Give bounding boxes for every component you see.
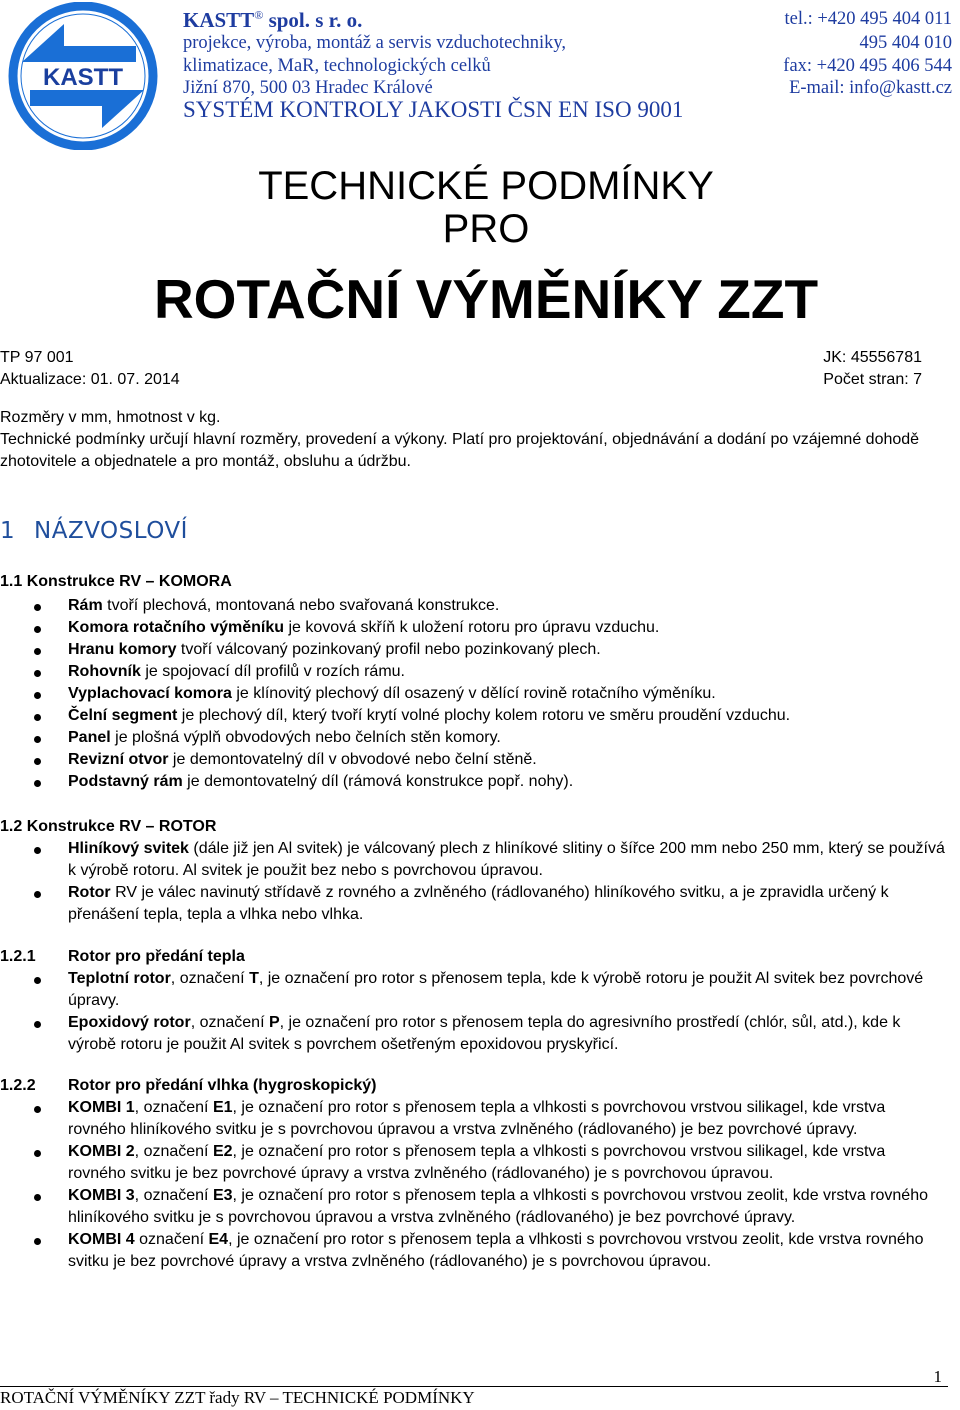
section-number: 1 [0,518,16,544]
jk-number: JK: 45556781 [823,349,922,366]
list-item: Rotor RV je válec navinutý střídavě z rovného a zvlněného (rádlovaného) hliníkového svitku, a je zpravidla určený k přenášení tepla, tepla a vlhka nebo vlhka. [0,882,945,926]
list-item: Teplotní rotor, označení T, je označení pro rotor s přenosem tepla, kde k výrobě rotoru je použit Al svitek bez povrchové úpravy. [0,968,945,1012]
list-item: Podstavný rám je demontovatelný díl (rámová konstrukce popř. nohy). [0,771,945,793]
list-item: Rohovník je spojovací díl profilů v rozích rámu. [0,661,945,683]
subsection-heading: 1.2.2 Rotor pro předání vlhka (hygroskopický) [0,1077,377,1094]
company-activity-line: projekce, výroba, montáž a servis vzduchotechniky, [183,33,567,53]
section-heading [0,517,188,545]
page-number: 1 [933,1367,942,1386]
list-item: Revizní otvor je demontovatelný díl v obvodové nebo čelní stěně. [0,749,945,771]
list-item: Epoxidový rotor, označení P, je označení pro rotor s přenosem tepla do agresivního prostředí (chlór, sůl, atd.), kde k výrobě rotoru je použit Al svitek s povrchem ošetřeným epoxidovou pryskyřicí. [0,1012,945,1056]
list-item: KOMBI 3, označení E3, je označení pro rotor s přenosem tepla a vlhkosti s povrchovou vrstvou zeolit, kde vrstva rovného hliníkového svitku je s povrchovou úpravou a vrstva zvlněného (rádlovaného) je bez povrchové úpravy. [0,1185,945,1229]
subsection-heading: 1.1 Konstrukce RV – KOMORA [0,573,232,590]
document-title-main: ROTAČNÍ VÝMĚNÍKY ZZT [153,268,819,330]
list-item: KOMBI 1, označení E1, je označení pro rotor s přenosem tepla a vlhkosti s povrchovou vrstvou silikagel, kde vrstva rovného hliníkového svitku je s povrchovou úpravou a vrstva zvlněného (rádlovaného) je bez povrchové úpravy. [0,1097,945,1141]
section-title: NÁZVOSLOVÍ [34,518,188,544]
list-item: Rám tvoří plechová, montovaná nebo svařovaná konstrukce. [0,595,945,617]
list-item: Komora rotačního výměníku je kovová skříň k uložení rotoru pro úpravu vzduchu. [0,617,945,639]
list-item: Hranu komory tvoří válcovaný pozinkovaný profil nebo pozinkovaný plech. [0,639,945,661]
registered-mark: ® [254,8,264,22]
page-count: Počet stran: 7 [823,371,922,388]
footer-title: ROTAČNÍ VÝMĚNÍKY ZZT řady RV – TECHNICKÉ PODMÍNKY [0,1388,475,1407]
document-title-line-1: TECHNICKÉ PODMÍNKY [258,164,714,208]
update-date: Aktualizace: 01. 07. 2014 [0,371,180,388]
list-item: Čelní segment je plechový díl, který tvoří krytí volné plochy kolem rotoru ve směru proudění vzduchu. [0,705,945,727]
company-address: Jižní 870, 500 03 Hradec Králové [183,78,433,98]
subsection-heading: 1.2 Konstrukce RV – ROTOR [0,818,217,835]
kastt-logo [8,2,158,150]
document-title-line-2: PRO [442,207,530,251]
heat-rotor-list [0,968,945,1056]
email-address: E-mail: info@kastt.cz [789,78,952,98]
list-item: Hliníkový svitek (dále již jen Al svitek) je válcovaný plech z hliníkové slitiny o šířce 200 mm nebo 250 mm, který se používá k výrobě rotoru. Al svitek je použit bez nebo s povrchovou úpravou. [0,838,945,882]
tp-number: TP 97 001 [0,349,74,366]
fax-number: fax: +420 495 406 544 [783,56,952,76]
list-item: KOMBI 4 označení E4, je označení pro rotor s přenosem tepla a vlhkosti s povrchovou vrstvou zeolit, kde vrstva rovného svitku je bez povrchové úpravy a vrstva zvlněného (rádlovaného) je s povrchovou úpravou. [0,1229,945,1273]
phone-number-2: 495 404 010 [859,33,952,53]
list-item: Vyplachovací komora je klínovitý plechový díl osazený v dělící rovině rotačního výměníku. [0,683,945,705]
phone-number: tel.: +420 495 404 011 [784,9,952,29]
logo-text: KASTT [43,64,123,91]
company-activity-line-2: klimatizace, MaR, technologických celků [183,56,491,76]
list-item: Panel je plošná výplň obvodových nebo čelních stěn komory. [0,727,945,749]
quality-system: SYSTÉM KONTROLY JAKOSTI ČSN EN ISO 9001 [183,97,684,122]
komora-list [0,595,945,793]
units-note: Rozměry v mm, hmotnost v kg. [0,409,221,426]
rotor-list [0,838,945,926]
subsection-heading: 1.2.1 Rotor pro předání tepla [0,948,245,965]
company-name: KASTT® spol. s r. o. [183,8,363,32]
humidity-rotor-list [0,1097,945,1273]
list-item: KOMBI 2, označení E2, je označení pro rotor s přenosem tepla a vlhkosti s povrchovou vrstvou silikagel, kde vrstva rovného svitku je bez povrchové úpravy a vrstva zvlněného (rádlovaného) je s povrchovou úpravou. [0,1141,945,1185]
intro-paragraph: Technické podmínky určují hlavní rozměry, provedení a výkony. Platí pro projektování, objednávání a dodání po vzájemné dohodě zhotovitele a objednatele a pro montáž, obsluhu a údržbu. [0,431,920,470]
footer-divider [0,1386,948,1387]
